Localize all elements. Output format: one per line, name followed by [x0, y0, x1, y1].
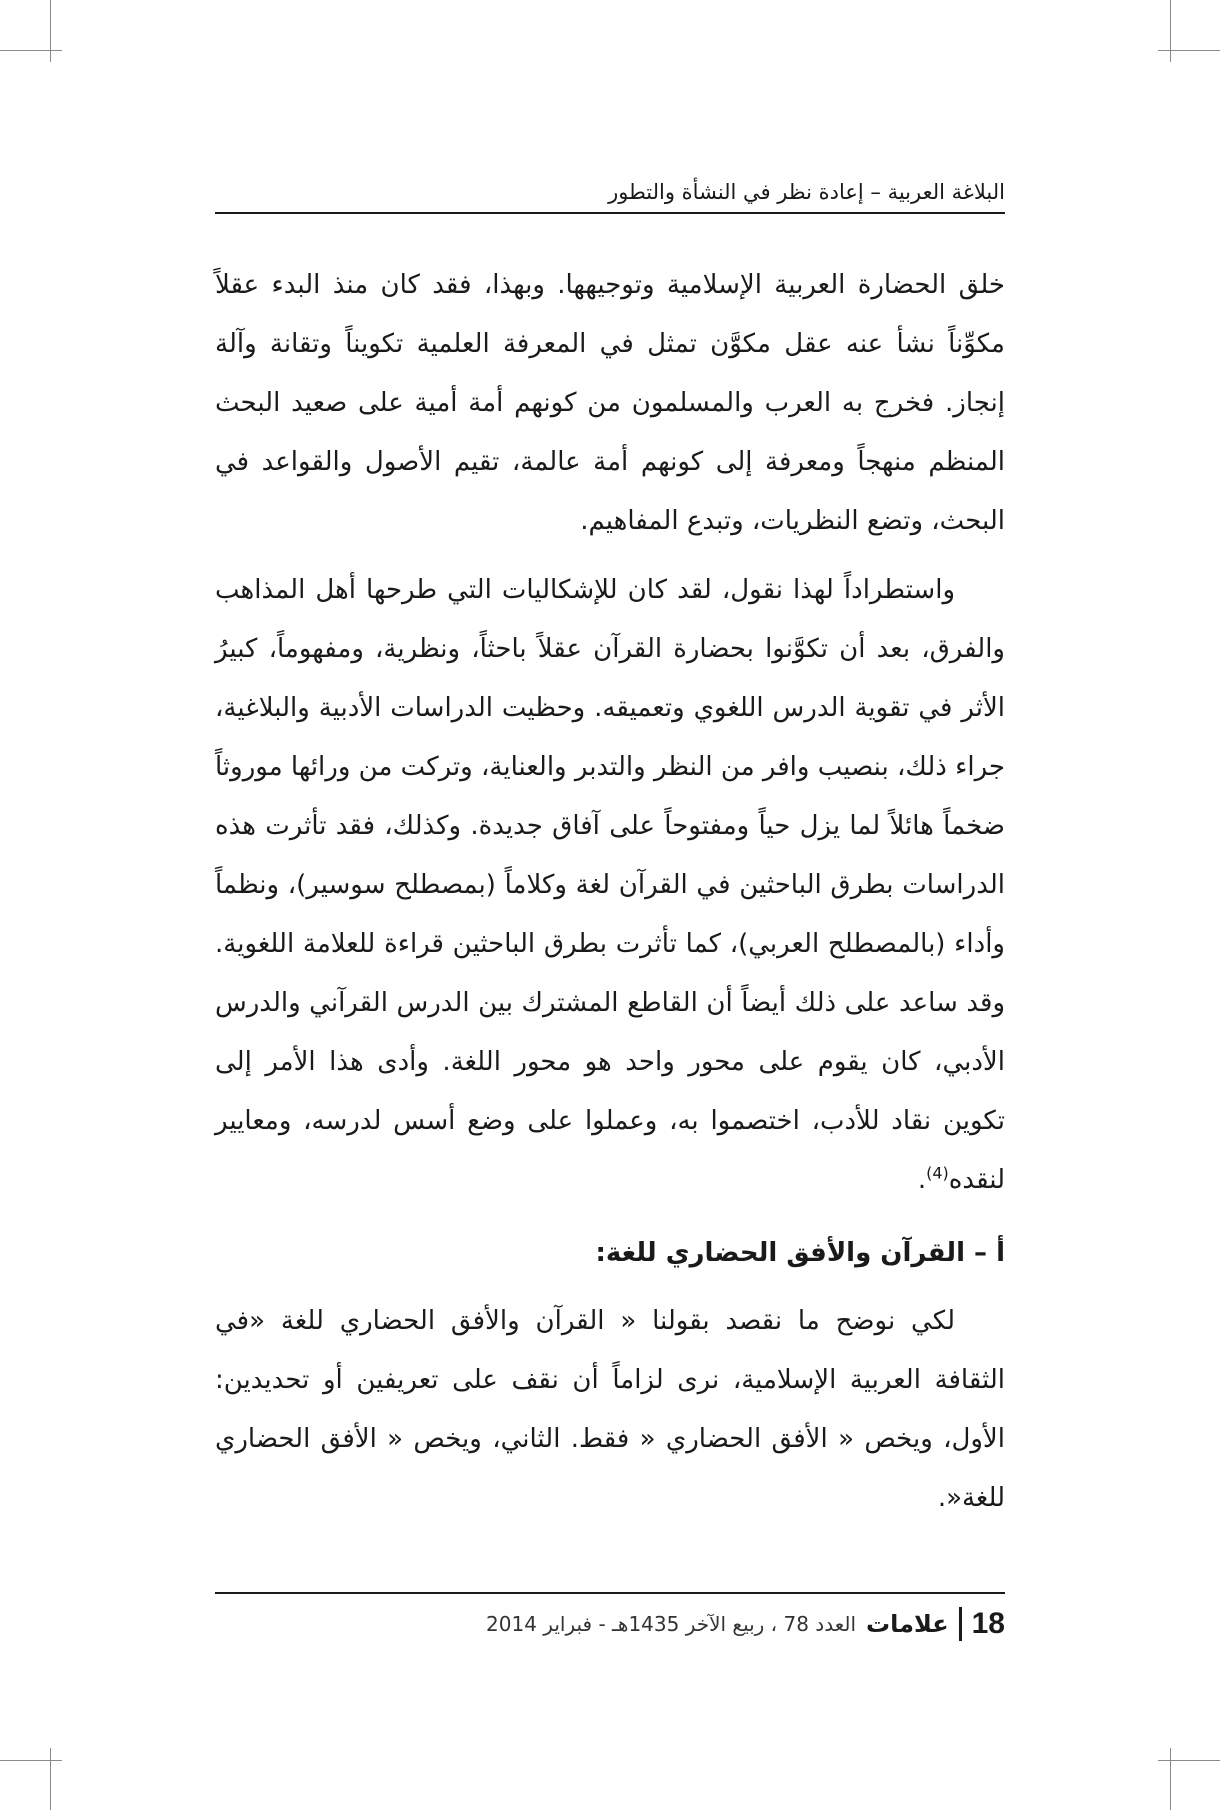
header-rule — [215, 212, 1005, 214]
crop-mark — [50, 0, 51, 62]
paragraph-3: لكي نوضح ما نقصد بقولنا « القرآن والأفق الحضاري للغة «في الثقافة العربية الإسلامية، نرى لزاماً أن نقف على تعريفين أو تحديدين: الأول، ويخص « الأفق الحضاري « فقط. الثاني، ويخص « الأفق الحضاري للغة«. — [215, 1306, 1005, 1513]
crop-mark — [0, 50, 62, 51]
issue-info: العدد 78 ، ربيع الآخر 1435هـ - فبراير 2014 — [486, 1612, 857, 1636]
footnote-ref: (4) — [926, 1163, 949, 1183]
running-head: البلاغة العربية – إعادة نظر في النشأة والتطور — [608, 180, 1005, 204]
crop-mark — [1158, 1760, 1220, 1761]
paragraph-1: خلق الحضارة العربية الإسلامية وتوجيهها. وبهذا، فقد كان منذ البدء عقلاً مكوِّناً نشأ عنه عقل مكوَّن تمثل في المعرفة العلمية تكويناً وتقانة وآلة إنجاز. فخرج به العرب والمسلمون من كونهم أمة أمية على صعيد البحث المنظم منهجاً ومعرفة إلى كونهم أمة عالمة، تقيم الأصول والقواعد في البحث، وتضع النظريات، وتبدع المفاهيم. — [215, 270, 1005, 536]
paragraph-2-text: واستطراداً لهذا نقول، لقد كان للإشكاليات التي طرحها أهل المذاهب والفرق، بعد أن تكوَّنوا بحضارة القرآن عقلاً باحثاً، ونظرية، ومفهوماً، كبيرُ الأثر في تقوية الدرس اللغوي وتعميقه. وحظيت الدراسات الأدبية والبلاغية، جراء ذلك، بنصيب وافر من النظر والتدبر والعناية، وتركت من ورائها موروثاً ضخماً هائلاً لما يزل حياً ومفتوحاً على آفاق جديدة. وكذلك، فقد تأثرت هذه الدراسات بطرق الباحثين في القرآن لغة وكلاماً (بمصطلح سوسير)، ونظماً وأداء (بالمصطلح العربي)، كما تأثرت بطرق الباحثين قراءة للعلامة اللغوية. وقد ساعد على ذلك أيضاً أن القاطع المشترك بين الدرس القرآني والدرس الأدبي، كان يقوم على محور واحد هو محور اللغة. وأدى هذا الأمر إلى تكوين نقاد للأدب، اختصموا به، وعملوا على وضع أسس لدرسه، ومعايير لنقده — [215, 575, 1005, 1195]
page-number: 18 — [971, 1607, 1005, 1640]
paragraph-2 — [215, 561, 1005, 1210]
body-text — [215, 256, 1005, 1538]
footer-divider — [959, 1607, 962, 1641]
crop-mark — [1170, 0, 1171, 62]
crop-mark — [0, 1760, 62, 1761]
paragraph-2-end: . — [917, 1165, 927, 1195]
crop-mark — [1158, 50, 1220, 51]
page-footer — [215, 1600, 1005, 1648]
footer-rule — [215, 1592, 1005, 1594]
crop-mark — [1170, 1748, 1171, 1810]
crop-mark — [50, 1748, 51, 1810]
journal-logo: علامات — [866, 1610, 949, 1638]
page — [215, 0, 1005, 1810]
section-heading: أ – القرآن والأفق الحضاري للغة: — [595, 1238, 1005, 1268]
